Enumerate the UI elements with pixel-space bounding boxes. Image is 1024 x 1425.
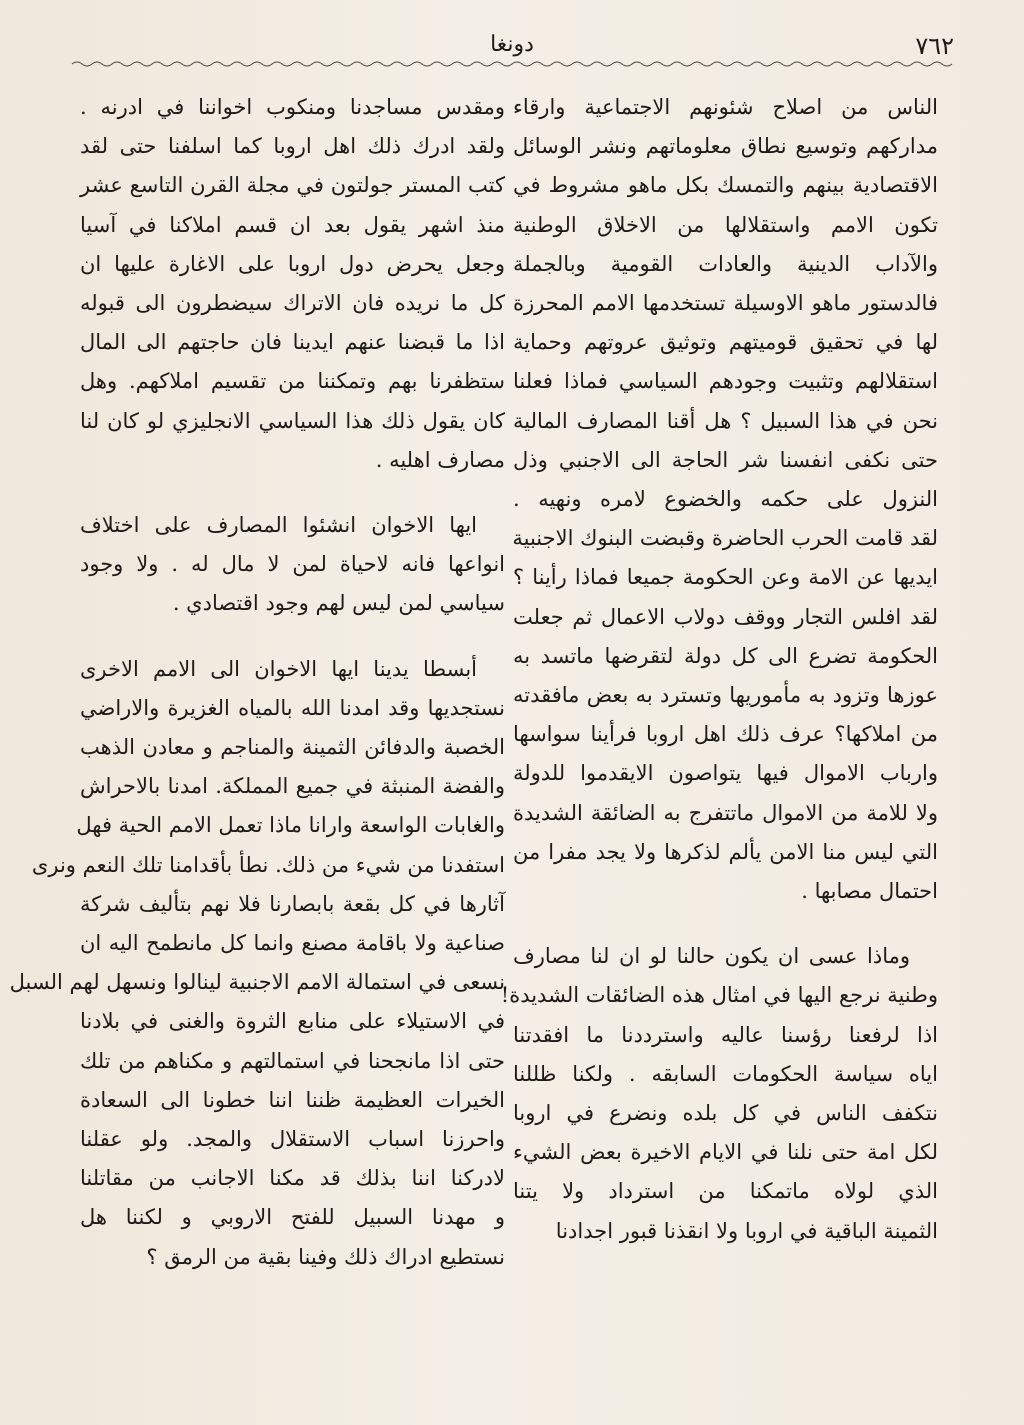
text-line: التي ليس منا الامن يألم لذكرها ولا يجد مفرا من — [513, 839, 938, 864]
text-line: واحرزنا اسباب الاستقلال والمجد. ولو عقلنا — [80, 1127, 505, 1152]
text-line: آثارها في كل بقعة بابصارنا فلا نهم بتأليف شركة — [80, 891, 505, 916]
text-line: احتمال مصابها . — [801, 879, 938, 904]
text-line: نستطيع ادراك ذلك وفينا بقية من الرمق ؟ — [146, 1244, 505, 1269]
text-line: ومقدس مساجدنا ومنكوب اخواننا في ادرنه . — [80, 95, 505, 119]
text-line: اياه سياسة الحكومات السابقه . ولكنا ظللنا — [513, 1061, 938, 1086]
text-line: صناعية ولا باقامة مصنع وانما كل مانطمح اليه ان — [80, 931, 505, 956]
text-line: اذا لرفعنا رؤسنا عاليه واسترددنا ما افقدتنا — [513, 1022, 938, 1047]
text-line: و مهدنا السبيل للفتح الاروبي و لكننا هل — [80, 1205, 505, 1230]
text-line: حتى اذا مانجحنا في استمالتهم و مكناهم من تلك — [80, 1048, 505, 1073]
text-line: الذي لولاه ماتمكنا من استرداد ولا يتنا — [513, 1179, 938, 1204]
text-line: نحن في هذا السبيل ؟ هل أقنا المصارف المالية — [513, 408, 938, 433]
paragraph — [9, 650, 505, 1277]
text-line: الثمينة الباقية في اروبا ولا انقذنا قبور اجدادنا — [555, 1218, 938, 1243]
text-line: والفضة المنبثة في جميع المملكة. امدنا بالاحراش — [80, 774, 505, 799]
text-line: لادركنا اننا بذلك قد مكنا الاجانب من مقاتلنا — [80, 1166, 505, 1191]
text-line: مصارف اهليه . — [375, 447, 505, 472]
text-line: الخيرات العظيمة ظننا اننا خطونا الى السعادة — [80, 1087, 505, 1112]
text-line: كتب المستر جولتون في مجلة القرن التاسع عشر — [80, 173, 505, 198]
text-line: النزول على حكمه والخضوع لامره ونهيه . — [513, 487, 938, 512]
text-line: لقد افلس التجار ووقف دولاب الاعمال ثم جعلت — [513, 604, 938, 629]
header-rule — [72, 60, 952, 68]
text-line: لها في تحقيق قوميتهم وتوثيق عروتهم وحماية — [513, 330, 938, 355]
text-line: ولا للامة من الاموال ماتتفرج به الضائقة الشديدة — [513, 800, 938, 825]
text-line: مداركهم وتوسيع نطاق معلوماتهم ونشر الوسائل — [513, 134, 938, 159]
paragraph — [513, 88, 938, 911]
text-line: الحكومة تضرع الى كل دولة لتقرضها ماتسد به — [513, 643, 938, 668]
text-line: لقد قامت الحرب الحاضرة وقبضت البنوك الاجنبية — [512, 526, 938, 551]
page-number: ٧٦٢ — [915, 32, 954, 60]
text-line: والآداب الدينية والعادات القومية وبالجملة — [513, 251, 938, 276]
paragraph-gap — [80, 624, 505, 650]
text-line: فالدستور ماهو الاوسيلة تستخدمها الامم المحرزة — [513, 291, 938, 316]
paragraph — [500, 937, 938, 1251]
text-line: نسعى في استمالة الامم الاجنبية لينالوا ونسهل لهم السبل — [9, 970, 505, 995]
text-line: اذا ما قبضنا عنهم ايدينا فان حاجتهم الى المال — [80, 330, 505, 355]
text-line: وارباب الاموال فيها يتواصون الايقدموا للدولة — [513, 761, 938, 786]
text-line: ستظفرنا بهم وتمكننا من تقسيم املاكهم. وهل — [80, 369, 505, 394]
text-line: كل ما نريده فان الاتراك سيضطرون الى قبوله — [80, 291, 505, 316]
text-line: سياسي لمن ليس لهم وجود اقتصادي . — [172, 591, 505, 616]
running-title: دونغا — [490, 32, 534, 57]
text-line: تكون الامم واستقلالها من الاخلاق الوطنية — [513, 212, 938, 237]
text-line: الاقتصادية بينهم والتمسك بكل ماهو مشروط في — [513, 173, 938, 198]
right-column — [500, 88, 938, 1251]
text-line: وطنية نرجع اليها في امثال هذه الضائقات الشديدة! — [500, 983, 938, 1008]
text-line: ولقد ادرك ذلك اهل اروبا كما اسلفنا حتى لقد — [80, 134, 505, 159]
text-line: أبسطا يدينا ايها الاخوان الى الامم الاخرى — [80, 656, 477, 681]
paragraph-gap — [80, 480, 505, 506]
text-line: استفدنا من شيء من ذلك. نطأ بأقدامنا تلك النعم ونرى — [31, 852, 505, 877]
text-line: والغابات الواسعة وارانا ماذا تعمل الامم الحية فهل — [76, 813, 505, 838]
text-line: الناس من اصلاح شئونهم الاجتماعية وارقاء — [513, 95, 938, 119]
text-line: لكل امة حتى نلنا في الايام الاخيرة بعض الشيء — [513, 1140, 938, 1165]
paragraph-gap — [513, 911, 938, 937]
text-line: وماذا عسى ان يكون حالنا لو ان لنا مصارف — [513, 944, 910, 969]
text-line: وجعل يحرض دول اروبا على الاغارة عليها ان — [80, 251, 505, 276]
text-line: نتكفف الناس في كل بلده ونضرع في اروبا — [513, 1101, 938, 1126]
text-line: انواعها فانه لاحياة لمن لا مال له . ولا وجود — [80, 552, 505, 577]
text-line: الخصبة والدفائن الثمينة والمناجم و معادن الذهب — [80, 735, 505, 760]
left-column — [9, 88, 505, 1277]
text-line: حتى نكفى انفسنا شر الحاجة الى الاجنبي وذل — [513, 447, 938, 472]
text-line: في الاستيلاء على منابع الثروة والغنى في بلادنا — [80, 1009, 505, 1034]
text-line: من املاكها؟ عرف ذلك اهل اروبا فرأينا سواسها — [513, 722, 938, 747]
text-line: منذ اشهر يقول بعد ان قسم املاكنا في آسيا — [80, 212, 505, 237]
text-line: ايها الاخوان انشئوا المصارف على اختلاف — [80, 513, 477, 538]
text-line: عوزها وتزود به مأموريها وتسترد به بعض مافقدته — [513, 683, 938, 708]
text-line: نستجديها وقد امدنا الله بالمياه الغزيرة والاراضي — [80, 695, 505, 720]
text-line: استقلالهم وتثبيت وجودهم السياسي فماذا فعلنا — [513, 369, 938, 394]
paragraph — [80, 506, 505, 624]
paragraph — [80, 88, 505, 480]
text-line: كان يقول ذلك هذا السياسي الانجليزي لو كان لنا — [80, 408, 505, 433]
text-line: ايديها عن الامة وعن الحكومة جميعا فماذا رأينا ؟ — [513, 565, 938, 590]
